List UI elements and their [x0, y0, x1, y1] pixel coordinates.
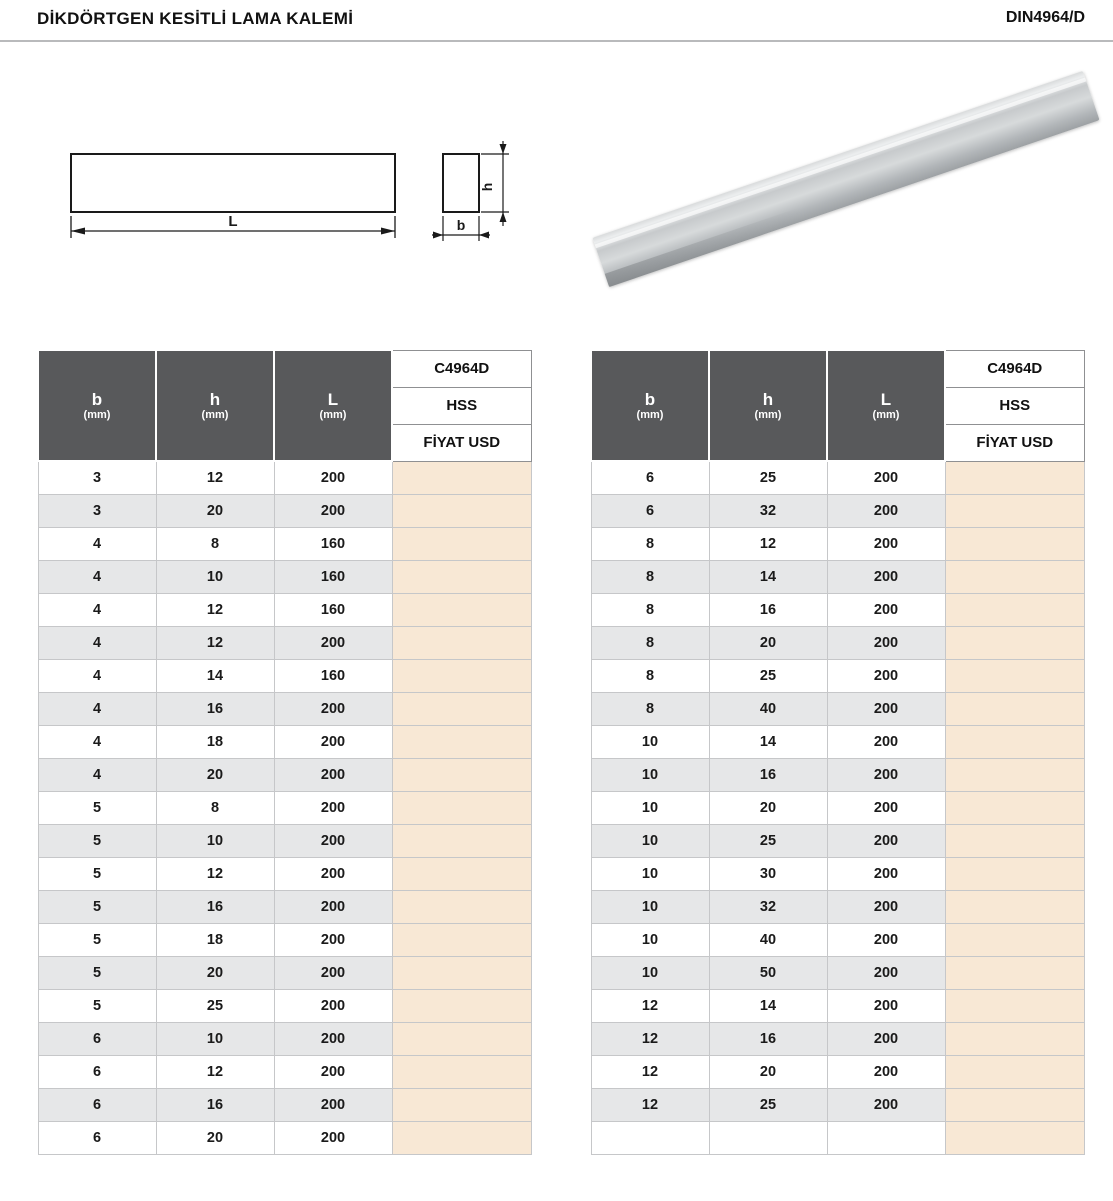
cell-h [709, 1121, 827, 1154]
cell-h: 16 [156, 692, 274, 725]
col-header-l-label: L [327, 389, 339, 409]
cell-b: 10 [591, 824, 709, 857]
cell-l: 160 [274, 593, 392, 626]
price-cell [392, 494, 531, 527]
cell-b: 10 [591, 791, 709, 824]
cell-h: 10 [156, 824, 274, 857]
price-cell [392, 626, 531, 659]
price-cell [392, 461, 531, 494]
price-cell [945, 593, 1084, 626]
price-cell [945, 461, 1084, 494]
cell-b: 6 [38, 1088, 156, 1121]
price-cell [392, 1055, 531, 1088]
cell-l: 200 [274, 1121, 392, 1154]
table-row [591, 857, 1084, 890]
table-row [38, 527, 531, 560]
length-dimension-label: L [228, 213, 238, 230]
table-row [38, 956, 531, 989]
cell-h: 12 [156, 593, 274, 626]
table-row [38, 560, 531, 593]
side-view-rect [71, 154, 395, 212]
price-cell [392, 659, 531, 692]
cell-l: 160 [274, 560, 392, 593]
cell-l: 200 [274, 791, 392, 824]
col-header-b [591, 350, 709, 461]
cell-l: 200 [274, 890, 392, 923]
table-row [591, 1022, 1084, 1055]
cell-h: 14 [709, 725, 827, 758]
price-cell [392, 1088, 531, 1121]
height-dimension-label: h [479, 182, 495, 192]
cell-l: 200 [274, 824, 392, 857]
cell-b: 5 [38, 989, 156, 1022]
cell-h: 16 [156, 890, 274, 923]
cell-h: 25 [709, 659, 827, 692]
product-code: C4964D [392, 350, 531, 387]
cell-h: 32 [709, 890, 827, 923]
cell-l: 200 [274, 1088, 392, 1121]
price-cell [392, 989, 531, 1022]
cell-h: 40 [709, 923, 827, 956]
table-row [591, 527, 1084, 560]
cell-l: 200 [827, 593, 945, 626]
cell-h: 16 [709, 1022, 827, 1055]
cell-h: 12 [156, 461, 274, 494]
cell-b: 12 [591, 1022, 709, 1055]
col-header-h-unit: (mm) [201, 409, 229, 422]
price-cell [392, 593, 531, 626]
table-row [591, 923, 1084, 956]
material-label: HSS [392, 387, 531, 424]
price-cell [945, 626, 1084, 659]
cell-h: 25 [709, 1088, 827, 1121]
cell-b: 8 [591, 692, 709, 725]
cell-b: 10 [591, 956, 709, 989]
cell-b: 12 [591, 989, 709, 1022]
table-row [38, 593, 531, 626]
cell-l: 200 [274, 758, 392, 791]
cell-l: 200 [827, 1022, 945, 1055]
table-row [591, 758, 1084, 791]
cell-b: 5 [38, 890, 156, 923]
price-column-label: FİYAT USD [945, 424, 1084, 461]
col-header-l [274, 350, 392, 461]
cell-h: 50 [709, 956, 827, 989]
cell-l: 200 [274, 956, 392, 989]
cell-b: 8 [591, 626, 709, 659]
cell-h: 25 [709, 824, 827, 857]
col-header-b-label: b [91, 389, 103, 409]
col-header-l [827, 350, 945, 461]
cell-b: 8 [591, 560, 709, 593]
cell-h: 20 [709, 626, 827, 659]
table-row [38, 725, 531, 758]
price-cell [392, 692, 531, 725]
cell-l: 200 [827, 659, 945, 692]
table-row [591, 593, 1084, 626]
cell-b: 8 [591, 527, 709, 560]
technical-drawing [37, 140, 517, 262]
cell-l: 200 [274, 1055, 392, 1088]
price-cell [392, 725, 531, 758]
price-table-left [37, 349, 532, 1155]
price-cell [392, 758, 531, 791]
cell-h: 20 [156, 1121, 274, 1154]
cell-l: 200 [827, 791, 945, 824]
table-row [38, 923, 531, 956]
cell-l: 200 [274, 692, 392, 725]
price-cell [945, 989, 1084, 1022]
cell-b: 6 [38, 1022, 156, 1055]
cell-b: 5 [38, 791, 156, 824]
cell-b: 3 [38, 461, 156, 494]
cell-l: 200 [274, 1022, 392, 1055]
cell-b: 10 [591, 857, 709, 890]
cell-l: 200 [827, 824, 945, 857]
cell-b: 5 [38, 857, 156, 890]
cell-h: 30 [709, 857, 827, 890]
table-row [591, 956, 1084, 989]
cell-h: 20 [156, 494, 274, 527]
cell-h: 25 [156, 989, 274, 1022]
table-row [38, 758, 531, 791]
table-row [38, 1055, 531, 1088]
cell-h: 18 [156, 725, 274, 758]
table-row [38, 1121, 531, 1154]
price-cell [945, 857, 1084, 890]
cell-l: 200 [274, 725, 392, 758]
cell-h: 12 [156, 1055, 274, 1088]
cell-h: 12 [709, 527, 827, 560]
table-row [591, 692, 1084, 725]
price-cell [392, 824, 531, 857]
product-code: C4964D [945, 350, 1084, 387]
price-cell [945, 824, 1084, 857]
cell-l: 200 [827, 1088, 945, 1121]
cell-b: 3 [38, 494, 156, 527]
table-row [591, 1088, 1084, 1121]
price-column-label: FİYAT USD [392, 424, 531, 461]
cell-l: 200 [827, 956, 945, 989]
cell-b: 5 [38, 923, 156, 956]
cell-b: 6 [38, 1055, 156, 1088]
cell-l: 160 [274, 659, 392, 692]
col-header-l-unit: (mm) [872, 409, 900, 422]
table-row [591, 1055, 1084, 1088]
cell-h: 20 [156, 956, 274, 989]
cell-l: 160 [274, 527, 392, 560]
price-cell [945, 527, 1084, 560]
price-cell [392, 527, 531, 560]
cell-b: 4 [38, 659, 156, 692]
table-row [591, 890, 1084, 923]
cell-b: 4 [38, 626, 156, 659]
price-cell [392, 956, 531, 989]
table-row [591, 560, 1084, 593]
cell-h: 14 [156, 659, 274, 692]
cell-l: 200 [274, 626, 392, 659]
col-header-h-label: h [209, 389, 221, 409]
cell-b: 4 [38, 527, 156, 560]
cell-h: 16 [709, 758, 827, 791]
cell-b: 4 [38, 758, 156, 791]
price-cell [945, 956, 1084, 989]
title-divider [0, 40, 1113, 42]
price-cell [945, 560, 1084, 593]
cell-b: 4 [38, 560, 156, 593]
cell-b: 4 [38, 725, 156, 758]
cell-b: 10 [591, 725, 709, 758]
cell-b: 4 [38, 692, 156, 725]
cell-b [591, 1121, 709, 1154]
cell-l: 200 [274, 494, 392, 527]
price-cell [392, 923, 531, 956]
price-cell [945, 1022, 1084, 1055]
cell-l: 200 [827, 461, 945, 494]
table-row [591, 989, 1084, 1022]
table-row [38, 494, 531, 527]
cell-b: 12 [591, 1055, 709, 1088]
cell-h: 10 [156, 1022, 274, 1055]
price-cell [945, 494, 1084, 527]
col-header-h-unit: (mm) [754, 409, 782, 422]
price-table-right [590, 349, 1085, 1155]
price-cell [945, 890, 1084, 923]
cell-h: 40 [709, 692, 827, 725]
table-row [38, 1088, 531, 1121]
cell-b: 12 [591, 1088, 709, 1121]
price-cell [945, 923, 1084, 956]
table-row [38, 461, 531, 494]
table-row [38, 791, 531, 824]
cell-l: 200 [827, 494, 945, 527]
cell-b: 5 [38, 956, 156, 989]
cross-section-rect [443, 154, 479, 212]
width-dimension-label: b [456, 217, 466, 233]
cell-h: 12 [156, 857, 274, 890]
cell-l: 200 [827, 989, 945, 1022]
cell-h: 20 [709, 1055, 827, 1088]
table-row [591, 659, 1084, 692]
price-cell [945, 1088, 1084, 1121]
col-header-l-label: L [880, 389, 892, 409]
price-cell [392, 791, 531, 824]
table-row [591, 494, 1084, 527]
cell-l: 200 [827, 1055, 945, 1088]
cell-h: 14 [709, 560, 827, 593]
col-header-b-unit: (mm) [636, 409, 664, 422]
din-standard-label: DIN4964/D [1005, 9, 1085, 26]
col-header-l-unit: (mm) [319, 409, 347, 422]
table-row [38, 659, 531, 692]
cell-h: 18 [156, 923, 274, 956]
table-row [38, 824, 531, 857]
price-cell [945, 692, 1084, 725]
price-cell [392, 890, 531, 923]
cell-b: 5 [38, 824, 156, 857]
cell-b: 10 [591, 758, 709, 791]
cell-l: 200 [827, 758, 945, 791]
table-row [591, 461, 1084, 494]
product-photo [575, 55, 1110, 315]
cell-h: 32 [709, 494, 827, 527]
price-cell [945, 791, 1084, 824]
cell-l [827, 1121, 945, 1154]
col-header-b [38, 350, 156, 461]
price-cell [945, 725, 1084, 758]
cell-l: 200 [827, 626, 945, 659]
cell-h: 16 [156, 1088, 274, 1121]
cell-h: 10 [156, 560, 274, 593]
col-header-h [709, 350, 827, 461]
table-row [38, 890, 531, 923]
cell-l: 200 [274, 857, 392, 890]
cell-l: 200 [827, 560, 945, 593]
table-row [591, 626, 1084, 659]
cell-h: 25 [709, 461, 827, 494]
table-row [38, 626, 531, 659]
cell-l: 200 [827, 692, 945, 725]
cell-b: 8 [591, 659, 709, 692]
cell-l: 200 [827, 923, 945, 956]
cell-b: 6 [38, 1121, 156, 1154]
price-cell [392, 1121, 531, 1154]
cell-h: 20 [156, 758, 274, 791]
price-cell [392, 857, 531, 890]
cell-h: 12 [156, 626, 274, 659]
cell-l: 200 [274, 461, 392, 494]
cell-l: 200 [827, 857, 945, 890]
table-row [38, 857, 531, 890]
cell-l: 200 [274, 923, 392, 956]
cell-l: 200 [827, 527, 945, 560]
price-cell [392, 560, 531, 593]
cell-h: 20 [709, 791, 827, 824]
table-row [38, 692, 531, 725]
cell-b: 6 [591, 494, 709, 527]
cell-b: 8 [591, 593, 709, 626]
col-header-h [156, 350, 274, 461]
table-row [38, 989, 531, 1022]
cell-b: 6 [591, 461, 709, 494]
col-header-h-label: h [762, 389, 774, 409]
cell-b: 10 [591, 923, 709, 956]
cell-b: 10 [591, 890, 709, 923]
table-row [591, 791, 1084, 824]
table-row [591, 824, 1084, 857]
cell-h: 8 [156, 527, 274, 560]
table-row [591, 725, 1084, 758]
cell-l: 200 [274, 989, 392, 1022]
col-header-b-label: b [644, 389, 656, 409]
cell-l: 200 [827, 725, 945, 758]
metal-bar-image [592, 71, 1099, 287]
material-label: HSS [945, 387, 1084, 424]
cell-l: 200 [827, 890, 945, 923]
cell-h: 16 [709, 593, 827, 626]
price-cell [945, 659, 1084, 692]
price-cell [945, 758, 1084, 791]
table-row [38, 1022, 531, 1055]
price-cell [392, 1022, 531, 1055]
cell-h: 14 [709, 989, 827, 1022]
table-row [591, 1121, 1084, 1154]
price-cell [945, 1121, 1084, 1154]
price-cell [945, 1055, 1084, 1088]
col-header-b-unit: (mm) [83, 409, 111, 422]
page-title: DİKDÖRTGEN KESİTLİ LAMA KALEMİ [37, 9, 354, 28]
cell-h: 8 [156, 791, 274, 824]
cell-b: 4 [38, 593, 156, 626]
